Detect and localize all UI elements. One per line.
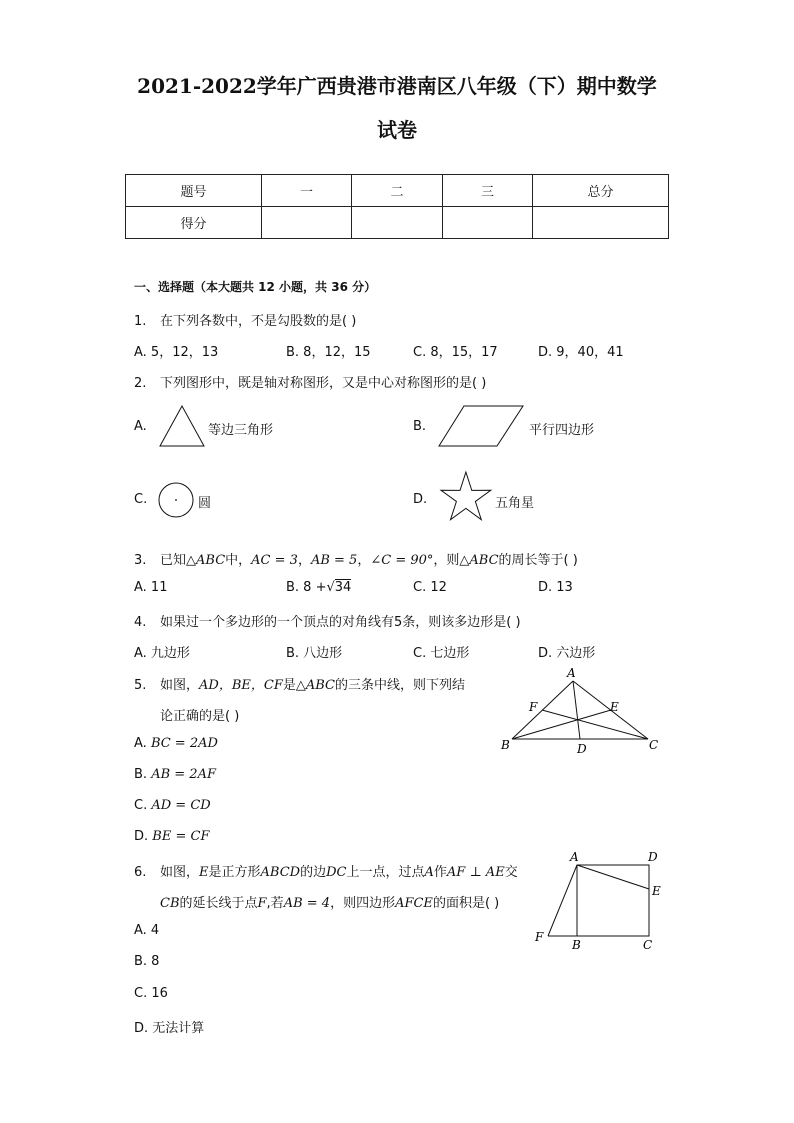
q3-option-d[interactable]: D. 13 bbox=[538, 580, 573, 595]
question-number: 6. bbox=[134, 865, 147, 880]
page-title-line2: 试卷 bbox=[377, 118, 417, 142]
question-number: 1. bbox=[134, 314, 147, 329]
figure-label-d: D bbox=[648, 850, 658, 864]
figure-label-e: E bbox=[652, 884, 661, 898]
math-triangle-abc: △ABC bbox=[459, 553, 499, 568]
q4-option-b[interactable]: B. 八边形 bbox=[286, 646, 343, 661]
option-math: BC = 2AD bbox=[150, 736, 218, 751]
figure-label-c: C bbox=[649, 738, 659, 752]
question-text: 的面积是( ) bbox=[432, 896, 500, 911]
q6-option-a[interactable]: A. 4 bbox=[134, 923, 160, 938]
question-6-stem-line1 bbox=[134, 861, 518, 880]
option-math: AD = CD bbox=[151, 798, 211, 813]
question-text: 交 bbox=[504, 865, 518, 880]
question-text: 如图， bbox=[160, 865, 200, 880]
score-table-score-row bbox=[126, 207, 669, 239]
q3-option-b-prefix: B. 8 + bbox=[286, 580, 327, 595]
math-triangle-abc: △ABC bbox=[186, 553, 226, 568]
score-header-cell: 题号 bbox=[126, 175, 262, 207]
page-title-line1: 2021-2022学年广西贵港市港南区八年级（下）期中数学 bbox=[137, 74, 657, 98]
math-condition-ac: AC = 3 bbox=[251, 553, 298, 568]
math-triangle-abc: △ABC bbox=[295, 678, 335, 693]
math-ab-eq: AB = 4 bbox=[283, 896, 331, 911]
math-f: F bbox=[257, 896, 267, 911]
q3-option-b-radicand: 34 bbox=[334, 580, 352, 595]
five-pointed-star-figure bbox=[439, 470, 493, 528]
math-cb: CB bbox=[160, 896, 180, 911]
q1-option-a[interactable]: A. 5，12，13 bbox=[134, 345, 219, 360]
score-table-header-row bbox=[126, 175, 669, 207]
q5-option-a[interactable] bbox=[134, 736, 218, 751]
question-6-stem-line2 bbox=[160, 892, 499, 911]
question-text: 已知 bbox=[160, 553, 187, 568]
circle-figure bbox=[157, 481, 197, 521]
triangle-medians-figure bbox=[498, 664, 670, 758]
figure-label-b: B bbox=[501, 738, 510, 752]
score-header-cell: 三 bbox=[443, 175, 533, 207]
math-medians: AD，BE，CF bbox=[199, 678, 283, 693]
score-header-cell: 总分 bbox=[533, 175, 669, 207]
score-cell[interactable] bbox=[352, 207, 443, 239]
question-text: 如果过一个多边形的一个顶点的对角线有5条，则该多边形是( ) bbox=[160, 615, 521, 630]
figure-label-f: F bbox=[529, 700, 538, 714]
question-text: 作 bbox=[433, 865, 447, 880]
q2-option-c-text: 圆 bbox=[198, 496, 212, 511]
question-5-stem-line2: 论正确的是( ) bbox=[160, 709, 240, 724]
question-text: 中， bbox=[225, 553, 252, 568]
score-table bbox=[125, 174, 669, 239]
q5-option-d[interactable] bbox=[134, 829, 209, 844]
question-text: 的边 bbox=[300, 865, 327, 880]
question-4-stem bbox=[134, 611, 521, 630]
score-cell[interactable] bbox=[533, 207, 669, 239]
q4-option-a[interactable]: A. 九边形 bbox=[134, 646, 190, 661]
q2-option-c-letter[interactable]: C. bbox=[134, 492, 148, 507]
math-condition-angle-c: ∠C = 90° bbox=[370, 553, 434, 568]
square-figure bbox=[530, 848, 670, 956]
q2-option-d-text: 五角星 bbox=[495, 496, 535, 511]
option-math: BE = CF bbox=[152, 829, 210, 844]
q4-option-c[interactable]: C. 七边形 bbox=[413, 646, 470, 661]
question-1-stem bbox=[134, 310, 356, 329]
figure-label-c: C bbox=[643, 938, 653, 952]
figure-label-b: B bbox=[572, 938, 581, 952]
question-2-stem bbox=[134, 372, 486, 391]
question-text: 的周长等于( ) bbox=[498, 553, 578, 568]
question-number: 2. bbox=[134, 376, 147, 391]
q3-option-c[interactable]: C. 12 bbox=[413, 580, 447, 595]
q1-option-d[interactable]: D. 9，40，41 bbox=[538, 345, 624, 360]
q3-option-b[interactable] bbox=[286, 580, 351, 595]
question-number: 5. bbox=[134, 678, 147, 693]
question-text: 是 bbox=[282, 678, 296, 693]
q5-option-b[interactable] bbox=[134, 767, 216, 782]
figure-label-f: F bbox=[535, 930, 544, 944]
score-cell[interactable] bbox=[443, 207, 533, 239]
q2-option-d-letter[interactable]: D. bbox=[413, 492, 428, 507]
math-dc: DC bbox=[326, 865, 347, 880]
q2-option-b-text: 平行四边形 bbox=[529, 423, 595, 438]
q2-option-b-letter[interactable]: B. bbox=[413, 419, 427, 434]
q1-option-c[interactable]: C. 8，15，17 bbox=[413, 345, 498, 360]
score-row-label: 得分 bbox=[126, 207, 262, 239]
sqrt-icon: √ bbox=[326, 580, 335, 595]
question-text: 的三条中线，则下列结 bbox=[335, 678, 466, 693]
question-text: ，则 bbox=[433, 553, 460, 568]
question-number: 4. bbox=[134, 615, 147, 630]
q6-option-d[interactable]: D. 无法计算 bbox=[134, 1021, 205, 1036]
question-text: 是正方形 bbox=[208, 865, 261, 880]
question-number: 3. bbox=[134, 553, 147, 568]
math-condition-ab: AB = 5 bbox=[310, 553, 358, 568]
section-heading: 一、选择题（本大题共 12 小题，共 36 分） bbox=[134, 280, 377, 294]
equilateral-triangle-figure bbox=[157, 403, 207, 449]
score-header-cell: 一 bbox=[262, 175, 352, 207]
math-perpendicular: AF ⊥ AE bbox=[446, 865, 505, 880]
q6-option-c[interactable]: C. 16 bbox=[134, 986, 168, 1001]
question-text: ， bbox=[297, 553, 311, 568]
question-text: 上一点，过点 bbox=[346, 865, 425, 880]
q4-option-d[interactable]: D. 六边形 bbox=[538, 646, 596, 661]
q3-option-a[interactable]: A. 11 bbox=[134, 580, 168, 595]
option-letter: D. bbox=[134, 829, 149, 844]
figure-label-d: D bbox=[577, 742, 587, 756]
question-5-stem-line1 bbox=[134, 674, 465, 693]
figure-label-e: E bbox=[610, 700, 619, 714]
question-text: ，则四边形 bbox=[330, 896, 396, 911]
q2-option-a-text: 等边三角形 bbox=[208, 423, 274, 438]
question-text: ,若 bbox=[266, 896, 284, 911]
figure-label-a: A bbox=[570, 850, 579, 864]
question-text: ， bbox=[357, 553, 371, 568]
option-math: AB = 2AF bbox=[151, 767, 216, 782]
figure-label-a: A bbox=[567, 666, 576, 680]
math-afce: AFCE bbox=[395, 896, 433, 911]
question-text: 下列图形中，既是轴对称图形，又是中心对称图形的是( ) bbox=[160, 376, 487, 391]
question-text: 在下列各数中，不是勾股数的是( ) bbox=[160, 314, 357, 329]
score-header-cell: 二 bbox=[352, 175, 443, 207]
math-a: A bbox=[424, 865, 434, 880]
score-cell[interactable] bbox=[262, 207, 352, 239]
parallelogram-figure bbox=[437, 403, 527, 449]
q6-option-b[interactable]: B. 8 bbox=[134, 954, 160, 969]
q5-option-c[interactable] bbox=[134, 798, 211, 813]
q1-option-b[interactable]: B. 8，12，15 bbox=[286, 345, 371, 360]
question-text: 如图， bbox=[160, 678, 200, 693]
option-letter: C. bbox=[134, 798, 148, 813]
math-e: E bbox=[199, 865, 209, 880]
option-letter: B. bbox=[134, 767, 148, 782]
q2-option-a-letter[interactable]: A. bbox=[134, 419, 147, 434]
math-abcd: ABCD bbox=[260, 865, 301, 880]
question-text: 的延长线于点 bbox=[179, 896, 258, 911]
question-3-stem bbox=[134, 549, 578, 568]
option-letter: A. bbox=[134, 736, 147, 751]
